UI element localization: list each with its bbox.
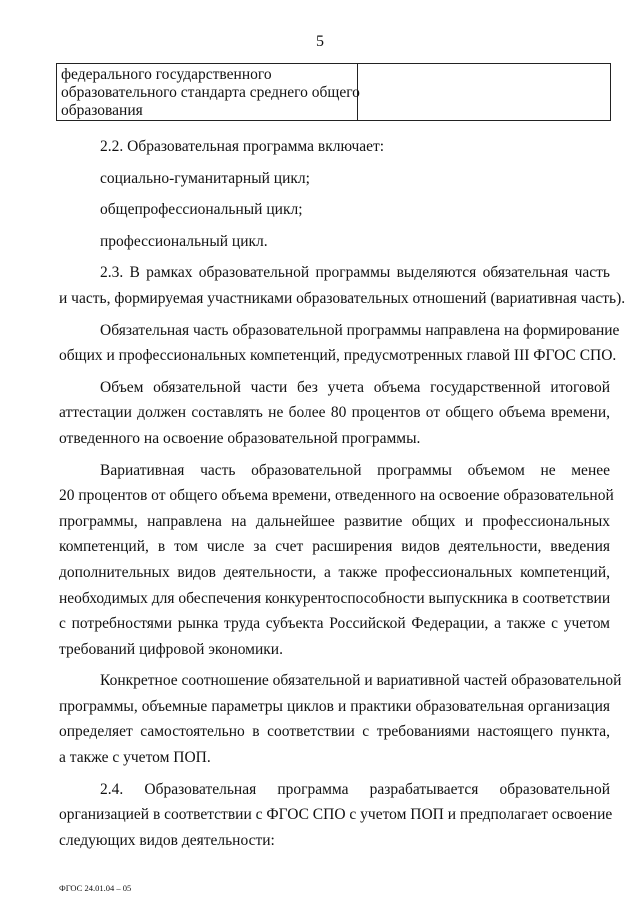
paragraph xyxy=(59,260,626,311)
paragraph-line: программы, объемные параметры циклов и практики образовательная организация xyxy=(59,697,610,715)
paragraph xyxy=(59,229,610,255)
paragraph-line: а также с учетом ПОП. xyxy=(59,749,211,767)
paragraph-line: 2.2. Образовательная программа включает: xyxy=(100,138,385,155)
paragraph-line: организацией в соответствии с ФГОС СПО с учетом ПОП и предполагает освоение xyxy=(59,806,613,824)
paragraph xyxy=(59,375,610,452)
paragraph xyxy=(59,166,610,192)
paragraph-line: Конкретное соотношение обязательной и вариативной частей образовательной xyxy=(100,672,622,690)
paragraph-line: 2.4. Образовательная программа разрабатывается образовательной xyxy=(100,780,610,798)
paragraph-line: профессиональный цикл. xyxy=(100,232,268,250)
paragraph xyxy=(59,134,610,160)
paragraph-line: 2.3. В рамках образовательной программы выделяются обязательная часть xyxy=(100,264,610,282)
paragraph-line: отведенного на освоение образовательной программы. xyxy=(59,429,421,447)
paragraph-line: социально-гуманитарный цикл; xyxy=(100,169,310,187)
document-footer: ФГОС 24.01.04 – 05 xyxy=(59,883,132,893)
paragraph-line: программы, направлена на дальнейшее развитие общих и профессиональных xyxy=(59,512,610,530)
paragraph-line: аттестации должен составлять не более 80 процентов от общего объема времени, xyxy=(59,404,610,422)
paragraph xyxy=(59,777,613,854)
paragraph-line: требований цифровой экономики. xyxy=(59,640,283,658)
paragraph-line: и часть, формируемая участниками образовательных отношений (вариативная часть). xyxy=(59,289,626,307)
paragraph xyxy=(59,668,622,770)
paragraph-line: общих и профессиональных компетенций, предусмотренных главой III ФГОС СПО. xyxy=(59,347,617,365)
header-table-left-cell xyxy=(57,64,358,121)
paragraph-line: Обязательная часть образовательной программы направлена на формирование xyxy=(100,321,620,339)
paragraph xyxy=(59,318,620,369)
header-table-right-cell xyxy=(358,64,611,121)
header-table-line: федерального государственного xyxy=(61,66,272,83)
paragraph xyxy=(59,197,610,223)
document-body xyxy=(59,134,626,853)
paragraph-line: необходимых для обеспечения конкурентоспособности выпускника в соответствии xyxy=(59,589,611,607)
paragraph-line: с потребностями рынка труда субъекта Российской Федерации, а также с учетом xyxy=(59,615,610,633)
paragraph-line: компетенций, в том числе за счет расширения видов деятельности, введения xyxy=(59,538,610,556)
paragraph xyxy=(59,458,614,663)
paragraph-line: определяет самостоятельно в соответствии с требованиями настоящего пункта, xyxy=(59,723,610,741)
header-table-line: образовательного стандарта среднего общего xyxy=(61,84,360,101)
page-number: 5 xyxy=(316,33,324,50)
paragraph-line: 20 процентов от общего объема времени, отведенного на освоение образовательной xyxy=(59,487,614,505)
paragraph-line: следующих видов деятельности: xyxy=(59,831,275,849)
paragraph-line: общепрофессиональный цикл; xyxy=(100,201,303,219)
paragraph-line: Вариативная часть образовательной программы объемом не менее xyxy=(100,461,610,479)
paragraph-line: Объем обязательной части без учета объема государственной итоговой xyxy=(100,378,610,396)
paragraph-line: дополнительных видов деятельности, а также профессиональных компетенций, xyxy=(59,563,610,581)
header-table-line: образования xyxy=(61,102,143,119)
header-table xyxy=(56,63,611,121)
